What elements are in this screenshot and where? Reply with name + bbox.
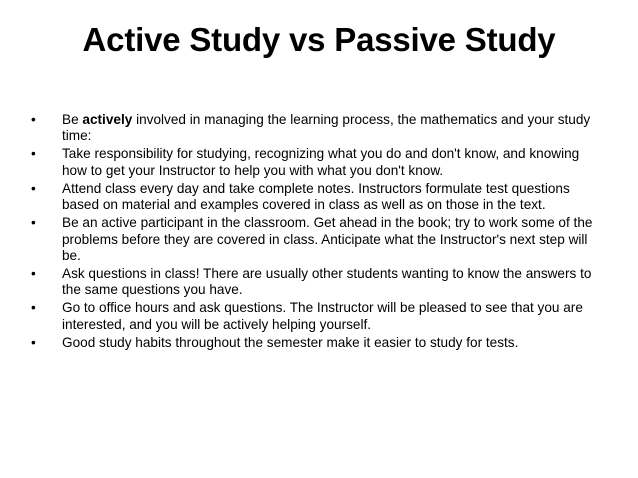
bullet-text: involved in managing the learning process, the mathematics and your study time: xyxy=(62,112,591,144)
bullet-symbol: • xyxy=(31,112,36,127)
bullet-text: Attend class every day and take complete notes. Instructors formulate test questions based on material and examples covered in class as well as on those in the text. xyxy=(62,180,570,213)
bullet-item-6 xyxy=(31,300,606,333)
bullet-item-4 xyxy=(31,215,606,264)
bullet-symbol: • xyxy=(31,266,36,282)
bullet-item-1 xyxy=(31,112,606,145)
bullet-item-3 xyxy=(31,181,606,214)
bullet-text: Go to office hours and ask questions. The Instructor will be pleased to see that you are interested, and you will be actively helping yourself. xyxy=(62,300,583,332)
bullet-symbol: • xyxy=(31,215,36,231)
bullet-text: Take responsibility for studying, recognizing what you do and don't know, and knowing how to get your Instructor to help you with what you don't know. xyxy=(62,146,580,178)
bullet-item-7 xyxy=(31,335,606,351)
bullet-text: Good study habits throughout the semester make it easier to study for tests. xyxy=(62,334,519,350)
bullet-item-5 xyxy=(31,266,606,299)
bullet-text: Be an active participant in the classroom. Get ahead in the book; try to work some of the problems before they are covered in class. Anticipate what the Instructor's next step will be. xyxy=(62,215,593,264)
bullet-item-2 xyxy=(31,146,606,179)
bullet-text-emphasis: actively xyxy=(82,112,133,127)
bullet-symbol: • xyxy=(31,334,36,350)
bullet-symbol: • xyxy=(31,300,36,316)
slide-title: Active Study vs Passive Study xyxy=(82,21,556,58)
bullet-text-prefix: Be xyxy=(62,112,83,127)
bullet-text: Ask questions in class! There are usually other students wanting to know the answers to the same questions you have. xyxy=(62,266,592,298)
bullet-list xyxy=(31,112,606,353)
bullet-symbol: • xyxy=(31,180,36,196)
bullet-symbol: • xyxy=(31,146,36,162)
